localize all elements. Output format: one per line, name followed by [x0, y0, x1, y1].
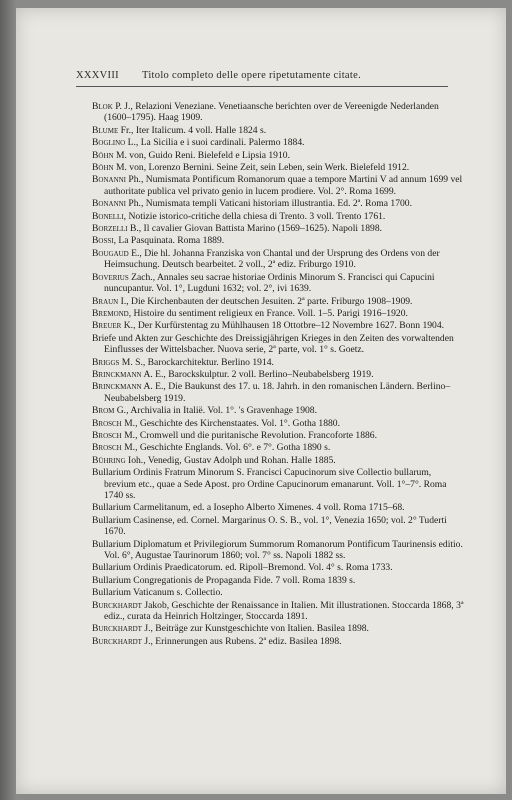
entry-author: Breuer	[92, 320, 122, 332]
entry-text: Bullarium Ordinis Fratrum Minorum S. Francisci Capucinorum sive Collectio bullarum, brevium etc., quae a Sede Apost. pro Ordine Capucinorum emanarunt. Voll. 1°–7°. Roma 1740 ss.	[92, 467, 447, 501]
bibliography-entry	[92, 442, 464, 453]
entry-author: Brom	[92, 405, 115, 417]
bibliography-entry	[92, 296, 464, 307]
entry-text: M., Cromwell und die puritanische Revolution. Francoforte 1886.	[121, 429, 378, 441]
header-rule	[76, 86, 448, 87]
entry-text: I., Die Kirchenbauten der deutschen Jesuiten. 2ª parte. Friburgo 1908–1909.	[118, 295, 413, 307]
bibliography-entry	[92, 308, 464, 319]
bibliography-entry	[92, 369, 464, 380]
entry-text: A. E., Die Baukunst des 17. u. 18. Jahrh. in den romanischen Ländern. Berlino–Neubabelsberg 1919.	[104, 381, 451, 404]
bibliography-entry	[92, 575, 464, 586]
entry-author: Burckhardt	[92, 635, 142, 647]
bibliography-entry	[92, 211, 464, 222]
entry-author: Brosch	[92, 417, 122, 429]
bibliography-entry	[92, 539, 464, 562]
entry-text: Ph., Numismata templi Vaticani historiam illustrantia. Ed. 2ª. Roma 1700.	[126, 198, 413, 210]
entry-text: P. J., Relazioni Veneziane. Venetiaansche berichten over de Vereenigde Nederlanden (1600–1795). Haag 1909.	[104, 101, 439, 124]
entry-text: , Histoire du sentiment religieux en France. Voll. 1–5. Parigi 1916–1920.	[128, 307, 408, 319]
bibliography-entry	[92, 333, 464, 356]
entry-text: Bullarium Casinense, ed. Cornel. Margarinus O. S. B., vol. 1°, Venezia 1650; vol. 2° Tuderti 1670.	[92, 514, 447, 538]
bibliography-entry	[92, 198, 464, 209]
entry-text: Ioh., Venedig, Gustav Adolph und Rohan. Halle 1885.	[125, 454, 336, 466]
bibliography-entry	[92, 137, 464, 148]
entry-text: Bullarium Ordinis Praedicatorum. ed. Ripoll–Bremond. Vol. 4° s. Roma 1733.	[92, 562, 393, 574]
entry-author: Blok	[92, 101, 113, 112]
entry-text: A. E., Barockskulptur. 2 voll. Berlino–Neubabelsberg 1919.	[141, 368, 374, 380]
bibliography-entry	[92, 320, 464, 331]
entry-author: Bonanni	[92, 174, 127, 186]
page-gutter-shadow	[0, 0, 16, 800]
entry-text: Bullarium Diplomatum et Privilegiorum Summorum Romanorum Pontificum Taurinensis editio. Vol. 6°, Augustae Taurinorum 1860; vol. 7° ss. Napoli 1882 ss.	[92, 538, 463, 562]
bibliography-entry	[92, 587, 464, 598]
bibliography-list	[92, 101, 464, 648]
entry-text: M. S., Barockarchitektur. Berlino 1914.	[119, 356, 274, 368]
entry-author: Boverius	[92, 271, 129, 283]
entry-author: Braun	[92, 295, 119, 307]
entry-text: Fr., Iter Italicum. 4 voll. Halle 1824 s.	[118, 124, 267, 136]
entry-text: Bullarium Vaticanum s. Collectio.	[92, 587, 223, 599]
entry-author: Boglino	[92, 137, 126, 149]
bibliography-entry	[92, 174, 464, 197]
entry-text: E., Die hl. Johanna Franziska von Chantal und der Ursprung des Ordens von der Heimsuchung. Deutsch bearbeitet. 2 voll., 2ª ediz. Friburgo 1910.	[104, 247, 440, 271]
entry-author: Brinckmann	[92, 368, 142, 380]
bibliography-entry	[92, 418, 464, 429]
entry-text: M., Geschichte Englands. Vol. 6°. e 7°. Gotha 1890 s.	[121, 442, 331, 454]
bibliography-entry	[92, 562, 464, 573]
entry-author: Bremond	[92, 307, 129, 319]
bibliography-entry	[92, 455, 464, 466]
entry-text: L., La Sicilia e i suoi cardinali. Palermo 1884.	[125, 137, 305, 149]
entry-author: Burckhardt	[92, 623, 142, 635]
bibliography-entry	[92, 357, 464, 368]
bibliography-entry	[92, 636, 464, 647]
bibliography-entry	[92, 623, 464, 634]
entry-text: M. von, Lorenzo Bernini. Seine Zeit, sein Leben, sein Werk. Bielefeld 1912.	[113, 162, 410, 174]
entry-author: Bonelli	[92, 210, 124, 222]
bibliography-entry	[92, 600, 464, 623]
bibliography-entry	[92, 223, 464, 234]
entry-text: Ph., Numismata Pontificum Romanorum quae a tempore Martini V ad annum 1699 vel authoritate publica vel privato genio in lucem prodiere. Vol. 2°. Roma 1699.	[104, 174, 463, 197]
entry-author: Burckhardt	[92, 599, 142, 611]
entry-author: Brosch	[92, 429, 122, 441]
bibliography-entry	[92, 381, 464, 404]
bibliography-entry	[92, 502, 464, 513]
entry-author: Briggs	[92, 356, 120, 368]
entry-text: J., Erinnerungen aus Rubens. 2ª ediz. Basilea 1898.	[141, 635, 342, 647]
entry-author: Bonanni	[92, 198, 127, 210]
entry-text: , La Pasquinata. Roma 1889.	[113, 235, 225, 247]
bibliography-entry	[92, 515, 464, 538]
bibliography-entry	[92, 248, 464, 271]
entry-text: Zach., Annales seu sacrae historiae Ordinis Minorum S. Francisci qui Capucini nuncupantur. Vol. 1°, Lugduni 1632; vol. 2°, ivi 1639.	[104, 271, 435, 295]
entry-text: B., Il cavalier Giovan Battista Marino (1569–1625). Napoli 1898.	[127, 223, 383, 235]
entry-text: Briefe und Akten zur Geschichte des Dreissigjährigen Krieges in den Zeiten des vorwaltenden Einflusses der Wittelsbacher. Nuova serie, 2ª parte, vol. 1° s. Goetz.	[92, 332, 454, 356]
entry-text: M., Geschichte des Kirchenstaates. Vol. 1°. Gotha 1880.	[121, 417, 340, 429]
bibliography-entry	[92, 430, 464, 441]
bibliography-entry	[92, 235, 464, 246]
entry-author: Brinckmann	[92, 381, 142, 393]
bibliography-entry	[92, 405, 464, 416]
bibliography-entry	[92, 272, 464, 295]
entry-text: K., Der Kurfürstentag zu Mühlhausen 18 Ottotbre–12 Novembre 1627. Bonn 1904.	[121, 320, 445, 332]
entry-text: Bullarium Congregationis de Propaganda Fide. 7 voll. Roma 1839 s.	[92, 574, 356, 586]
entry-author: Böhn	[92, 149, 114, 161]
page-number: XXXVIII	[76, 70, 119, 81]
entry-author: Blume	[92, 124, 119, 136]
bibliography-entry	[92, 101, 464, 124]
entry-author: Bossi	[92, 235, 114, 247]
entry-author: Brosch	[92, 442, 122, 454]
bibliography-entry	[92, 125, 464, 136]
entry-author: Bühring	[92, 454, 126, 466]
entry-text: , Notizie istorico-critiche della chiesa di Trento. 3 voll. Trento 1761.	[123, 210, 386, 222]
entry-author: Borzelli	[92, 223, 128, 235]
running-title: Titolo completo delle opere ripetutamente citate.	[142, 70, 361, 81]
entry-text: Bullarium Carmelitanum, ed. a Iosepho Alberto Ximenes. 4 voll. Roma 1715–68.	[92, 502, 405, 514]
entry-text: G., Archivalia in Italië. Vol. 1°. 's Gravenhage 1908.	[114, 405, 317, 417]
entry-text: M. von, Guido Reni. Bielefeld e Lipsia 1910.	[113, 149, 290, 161]
bibliography-entry	[92, 162, 464, 173]
entry-text: J., Beiträge zur Kunstgeschichte von Italien. Basilea 1898.	[141, 623, 369, 635]
bibliography-entry	[92, 467, 464, 501]
entry-author: Böhn	[92, 162, 114, 174]
bibliography-entry	[92, 150, 464, 161]
entry-text: Jakob, Geschichte der Renaissance in Italien. Mit illustrationen. Stoccarda 1868, 3ª ediz., curata da Heinrich Holtzinger, Stoccarda 1891.	[104, 599, 464, 623]
entry-author: Bougaud	[92, 247, 129, 259]
